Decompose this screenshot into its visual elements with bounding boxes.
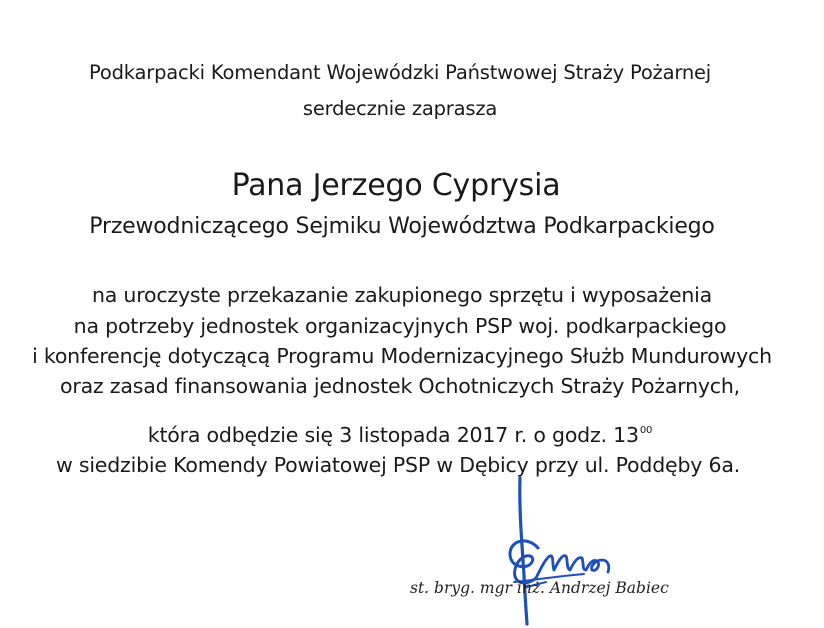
time-minutes: 00 (639, 425, 653, 436)
guest-role: Przewodniczącego Sejmiku Województwa Podkarpackiego (89, 214, 715, 239)
signer-name: st. bryg. mgr inż. Andrzej Babiec (410, 579, 669, 597)
date-text: która odbędzie się 3 listopada 2017 r. o godz. 13 (147, 423, 639, 447)
purpose-line: na potrzeby jednostek organizacyjnych PSP woj. podkarpackiego (73, 314, 727, 338)
purpose-line: i konferencję dotyczącą Programu Modernizacyjnego Służb Mundurowych (32, 344, 772, 368)
venue-line: w siedzibie Komendy Powiatowej PSP w Dębicy przy ul. Poddęby 6a. (55, 453, 741, 477)
handwritten-signature (480, 470, 620, 628)
issuer-line: Podkarpacki Komendant Wojewódzki Państwowej Straży Pożarnej (89, 61, 711, 84)
purpose-line: oraz zasad finansowania jednostek Ochotniczych Straży Pożarnych, (60, 374, 740, 398)
invites-line: serdecznie zaprasza (302, 97, 498, 120)
date-line (0, 423, 812, 447)
guest-name: Pana Jerzego Cyprysia (231, 168, 561, 203)
purpose-line: na uroczyste przekazanie zakupionego sprzętu i wyposażenia (91, 283, 713, 307)
